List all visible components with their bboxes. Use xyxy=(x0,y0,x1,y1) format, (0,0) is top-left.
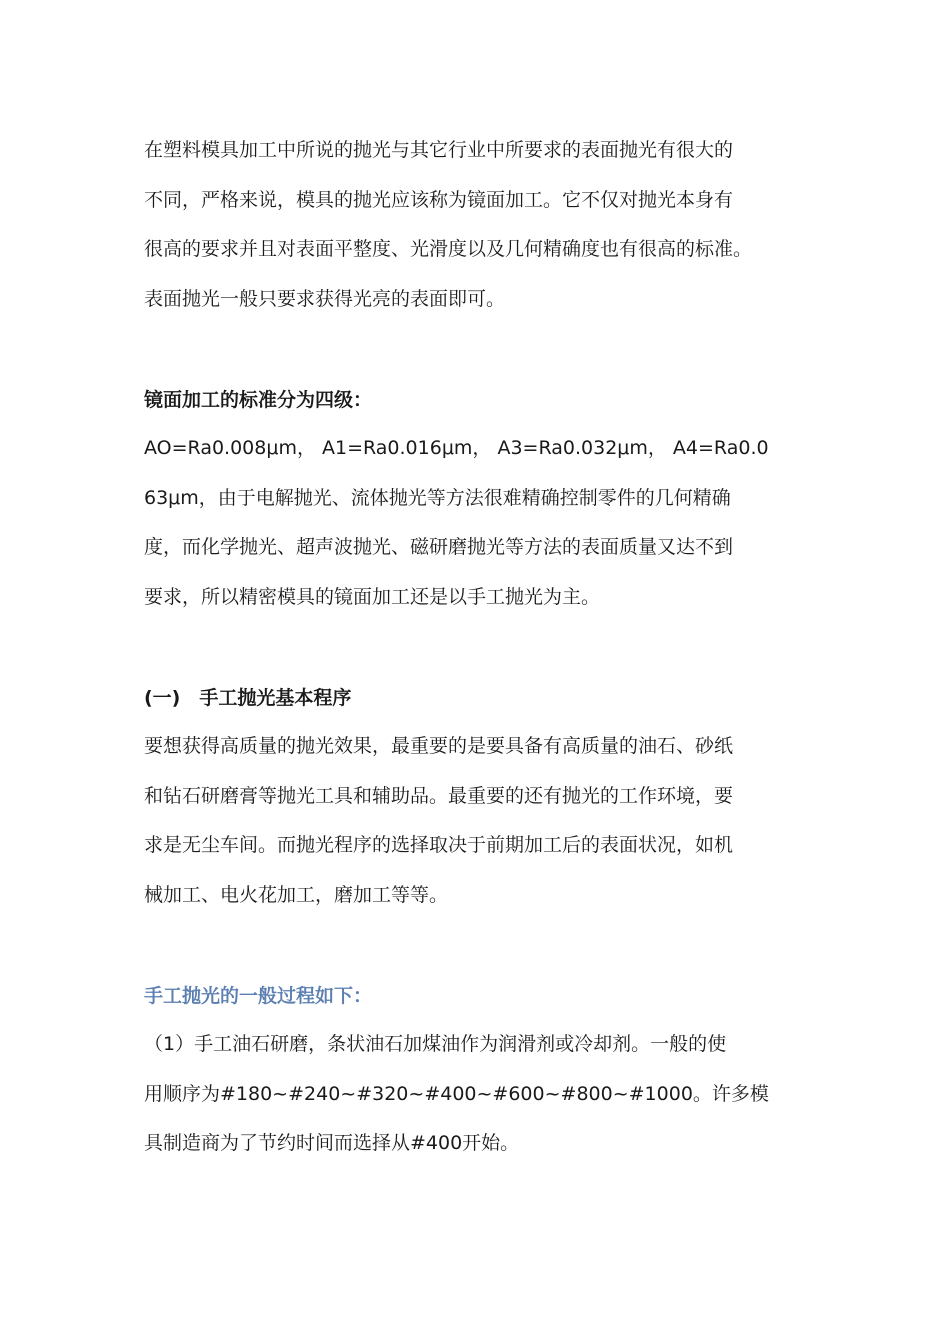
procedure-line-1: 要想获得高质量的抛光效果，最重要的是要具备有高质量的油石、砂纸 xyxy=(144,735,734,757)
step1-paragraph xyxy=(144,1020,824,1169)
intro-paragraph xyxy=(144,126,824,324)
standards-line-2: 63μm，由于电解抛光、流体抛光等方法很难精确控制零件的几何精确 xyxy=(144,486,731,509)
intro-line-4: 表面抛光一般只要求获得光亮的表面即可。 xyxy=(144,287,506,310)
process-heading: 手工抛光的一般过程如下： xyxy=(144,985,373,1007)
step1-line-3: 具制造商为了节约时间而选择从#400开始。 xyxy=(144,1132,520,1155)
section-heading: (一) 手工抛光基本程序 xyxy=(144,687,352,709)
procedure-line-4: 械加工、电火花加工，磨加工等等。 xyxy=(144,883,449,906)
step1-line-2: 用顺序为#180~#240~#320~#400~#600~#800~#1000。许多模 xyxy=(144,1082,769,1105)
standards-line-3: 度，而化学抛光、超声波抛光、磁研磨抛光等方法的表面质量又达不到 xyxy=(144,536,734,559)
intro-line-1: 在塑料模具加工中所说的抛光与其它行业中所要求的表面抛光有很大的 xyxy=(144,139,734,161)
step1-line-1: （1）手工油石研磨，条状油石加煤油作为润滑剂或冷却剂。一般的使 xyxy=(144,1033,727,1055)
standards-paragraph xyxy=(144,424,824,622)
standards-line-4: 要求，所以精密模具的镜面加工还是以手工抛光为主。 xyxy=(144,585,601,608)
intro-line-3: 很高的要求并且对表面平整度、光滑度以及几何精确度也有很高的标准。 xyxy=(144,238,753,261)
procedure-paragraph xyxy=(144,722,824,920)
procedure-line-2: 和钻石研磨膏等抛光工具和辅助品。最重要的还有抛光的工作环境，要 xyxy=(144,784,734,807)
procedure-line-3: 求是无尘车间。而抛光程序的选择取决于前期加工后的表面状况，如机 xyxy=(144,834,734,857)
standards-line-1: AO=Ra0.008μm， A1=Ra0.016μm， A3=Ra0.032μm， A4=Ra0.0 xyxy=(144,437,769,459)
mirror-standard-heading: 镜面加工的标准分为四级： xyxy=(144,389,373,411)
intro-line-2: 不同，严格来说，模具的抛光应该称为镜面加工。它不仅对抛光本身有 xyxy=(144,188,734,211)
